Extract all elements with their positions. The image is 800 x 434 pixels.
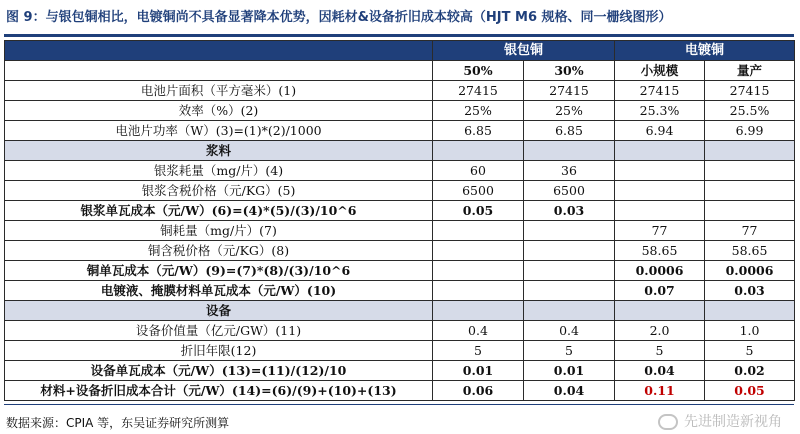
header-sub-mass-production: 量产	[705, 61, 795, 81]
watermark-text: 先进制造新视角	[684, 414, 782, 430]
cell: 58.65	[705, 241, 795, 261]
cell: 5	[524, 341, 615, 361]
row-label: 折旧年限(12)	[5, 341, 433, 361]
cell: 0.07	[615, 281, 705, 301]
cell	[705, 301, 795, 321]
cell	[615, 301, 705, 321]
cell: 25.3%	[615, 101, 705, 121]
cell: 60	[433, 161, 524, 181]
cell: 0.4	[433, 321, 524, 341]
cell: 0.0006	[615, 261, 705, 281]
cell	[433, 301, 524, 321]
header-sub-blank	[5, 61, 433, 81]
cell	[705, 201, 795, 221]
cell	[524, 301, 615, 321]
table-row-total	[5, 381, 795, 401]
cell: 77	[705, 221, 795, 241]
row-label: 银浆耗量（mg/片）(4)	[5, 161, 433, 181]
cell: 0.02	[705, 361, 795, 381]
table-row	[5, 241, 795, 261]
cell: 25.5%	[705, 101, 795, 121]
cell	[433, 221, 524, 241]
row-label: 铜单瓦成本（元/W）(9)=(7)*(8)/(3)/10^6	[5, 261, 433, 281]
cell: 5	[705, 341, 795, 361]
footer-rule	[4, 404, 794, 405]
cell	[433, 141, 524, 161]
table-row	[5, 161, 795, 181]
table-row	[5, 361, 795, 381]
table-row	[5, 121, 795, 141]
title-rule	[4, 34, 794, 37]
table-row	[5, 261, 795, 281]
cell	[433, 261, 524, 281]
cell: 0.03	[705, 281, 795, 301]
cell: 5	[433, 341, 524, 361]
cell: 0.01	[433, 361, 524, 381]
header-row-sub	[5, 61, 795, 81]
cost-comparison-table	[4, 40, 795, 401]
cell: 6.85	[433, 121, 524, 141]
cell: 0.06	[433, 381, 524, 401]
table-row	[5, 321, 795, 341]
cell: 0.03	[524, 201, 615, 221]
table-row	[5, 221, 795, 241]
cell	[615, 161, 705, 181]
row-label: 电池片功率（W）(3)=(1)*(2)/1000	[5, 121, 433, 141]
row-label: 电镀液、掩膜材料单瓦成本（元/W）(10)	[5, 281, 433, 301]
cell	[615, 201, 705, 221]
source-note: 数据来源：CPIA 等，东吴证券研究所测算	[6, 416, 230, 430]
cell: 58.65	[615, 241, 705, 261]
cell: 25%	[433, 101, 524, 121]
cell	[433, 241, 524, 261]
row-label: 设备价值量（亿元/GW）(11)	[5, 321, 433, 341]
table-row	[5, 281, 795, 301]
row-label: 材料+设备折旧成本合计（元/W）(14)=(6)/(9)+(10)+(13)	[5, 381, 433, 401]
cell: 6.85	[524, 121, 615, 141]
cell	[615, 141, 705, 161]
cell: 5	[615, 341, 705, 361]
table-row	[5, 341, 795, 361]
cell: 27415	[705, 81, 795, 101]
table-row	[5, 101, 795, 121]
cell: 27415	[433, 81, 524, 101]
cell: 36	[524, 161, 615, 181]
cell-highlight: 0.11	[615, 381, 705, 401]
cell	[705, 181, 795, 201]
cell	[615, 181, 705, 201]
cell	[524, 241, 615, 261]
cell: 25%	[524, 101, 615, 121]
row-label: 设备单瓦成本（元/W）(13)=(11)/(12)/10	[5, 361, 433, 381]
header-sub-small-scale: 小规模	[615, 61, 705, 81]
cell: 0.04	[615, 361, 705, 381]
cell: 6.99	[705, 121, 795, 141]
cell	[524, 261, 615, 281]
section-row-paste	[5, 141, 795, 161]
header-row-groups	[5, 41, 795, 61]
row-label: 铜含税价格（元/KG）(8)	[5, 241, 433, 261]
row-label: 银浆含税价格（元/KG）(5)	[5, 181, 433, 201]
cell: 0.4	[524, 321, 615, 341]
cell: 27415	[524, 81, 615, 101]
cell: 6.94	[615, 121, 705, 141]
cell	[524, 281, 615, 301]
cell	[705, 141, 795, 161]
cell: 0.04	[524, 381, 615, 401]
wechat-icon	[658, 414, 678, 430]
cell: 6500	[524, 181, 615, 201]
cell: 2.0	[615, 321, 705, 341]
cell: 0.05	[433, 201, 524, 221]
cell: 6500	[433, 181, 524, 201]
cell	[433, 281, 524, 301]
cell: 1.0	[705, 321, 795, 341]
cell: 0.0006	[705, 261, 795, 281]
cell	[705, 161, 795, 181]
section-label: 设备	[5, 301, 433, 321]
header-group-silver-coated-copper: 银包铜	[433, 41, 615, 61]
table-row	[5, 201, 795, 221]
cell	[524, 221, 615, 241]
cell-highlight: 0.05	[705, 381, 795, 401]
header-sub-50: 50%	[433, 61, 524, 81]
cell: 77	[615, 221, 705, 241]
header-sub-30: 30%	[524, 61, 615, 81]
section-label: 浆料	[5, 141, 433, 161]
row-label: 效率（%）(2)	[5, 101, 433, 121]
cell: 27415	[615, 81, 705, 101]
header-group-electroplated-copper: 电镀铜	[615, 41, 795, 61]
watermark	[658, 411, 782, 431]
row-label: 铜耗量（mg/片）(7)	[5, 221, 433, 241]
row-label: 电池片面积（平方毫米）(1)	[5, 81, 433, 101]
row-label: 银浆单瓦成本（元/W）(6)=(4)*(5)/(3)/10^6	[5, 201, 433, 221]
cell: 0.01	[524, 361, 615, 381]
section-row-equipment	[5, 301, 795, 321]
figure-title: 图 9：与银包铜相比，电镀铜尚不具备显著降本优势，因耗材&设备折旧成本较高（HJT M6 规格、同一栅线图形）	[6, 10, 672, 25]
table-row	[5, 81, 795, 101]
table-row	[5, 181, 795, 201]
cell	[524, 141, 615, 161]
header-corner	[5, 41, 433, 61]
